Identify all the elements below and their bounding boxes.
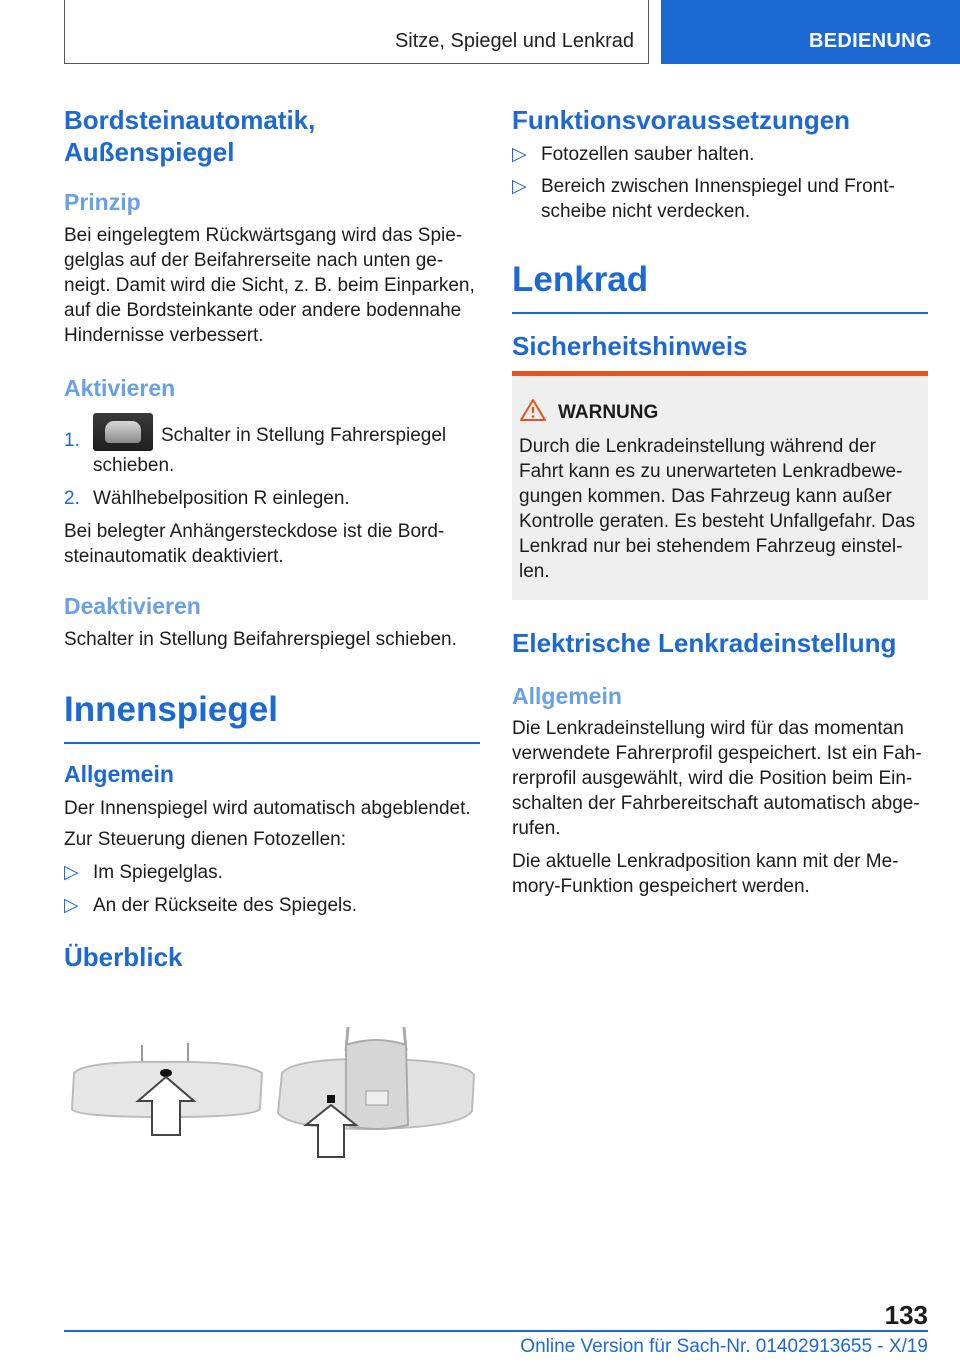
text-line: Bei eingelegtem Rückwärtsgang wird das Spie‐ xyxy=(64,225,463,246)
curb-switch-icon xyxy=(93,413,153,451)
text-line: Durch die Lenkradeinstellung während der xyxy=(519,436,877,457)
bullet-icon: ▷ xyxy=(64,895,79,916)
text-line: mory-Funktion gespeichert werden. xyxy=(512,876,810,897)
bullet-icon: ▷ xyxy=(512,176,527,197)
paragraph-prinzip xyxy=(64,223,480,348)
text-line: Die aktuelle Lenkradposition kann mit der Me‐ xyxy=(512,851,899,872)
text-line: gungen kommen. Das Fahrzeug kann außer xyxy=(519,486,892,507)
paragraph-abgeblendet: Der Innenspiegel wird automatisch abgeblendet. xyxy=(64,798,471,819)
warning-text xyxy=(519,434,919,584)
heading-lenkrad: Lenkrad xyxy=(512,260,928,314)
heading-elektrische-lenkradeinstellung: Elektrische Lenkradeinstellung xyxy=(512,628,897,658)
bullet-text: Im Spiegelglas. xyxy=(93,862,223,883)
heading-ueberblick: Überblick xyxy=(64,942,183,972)
text-line: Kontrolle geraten. Es besteht Unfallgefahr. Das xyxy=(519,511,916,532)
text-line: verwendete Fahrerprofil gespeichert. Ist ein Fah‐ xyxy=(512,743,922,764)
step-text xyxy=(93,413,480,451)
text-line: scheibe nicht verdecken. xyxy=(541,201,751,222)
heading-aktivieren: Aktivieren xyxy=(64,375,176,401)
step-text-b: schieben. xyxy=(93,455,175,476)
heading-allgemein-innenspiegel: Allgemein xyxy=(64,761,174,787)
section-title: Sitze, Spiegel und Lenkrad xyxy=(394,30,634,52)
warning-box xyxy=(512,371,928,600)
footer-online-version: Online Version für Sach-Nr. 01402913655 - X/19 xyxy=(520,1336,928,1357)
heading-line: Bordsteinautomatik, xyxy=(64,105,316,135)
paragraph-fotozellen: Zur Steuerung dienen Fotozellen: xyxy=(64,829,347,850)
text-line: Bei belegter Anhängersteckdose ist die Bord‐ xyxy=(64,521,445,542)
heading-line: Außenspiegel xyxy=(64,137,235,167)
text-line: rerprofil ausgewählt, wird die Position beim Ein‐ xyxy=(512,768,913,789)
heading-prinzip: Prinzip xyxy=(64,189,141,215)
step-number: 1. xyxy=(64,430,80,451)
heading-innenspiegel: Innenspiegel xyxy=(64,690,480,744)
heading-deaktivieren: Deaktivieren xyxy=(64,593,201,619)
paragraph-memory xyxy=(512,849,928,899)
heading-sicherheitshinweis: Sicherheitshinweis xyxy=(512,331,748,361)
text-line: auf die Bordsteinkante oder andere bodennahe xyxy=(64,300,462,321)
text-line: Lenkrad nur bei stehendem Fahrzeug einstel‐ xyxy=(519,536,903,557)
step-text-a: Schalter in Stellung Fahrerspiegel xyxy=(161,425,447,446)
bullet-icon: ▷ xyxy=(64,862,79,883)
footer-divider xyxy=(64,1330,928,1332)
chapter-tab-label: BEDIENUNG xyxy=(809,30,932,52)
bullet-text: An der Rückseite des Spiegels. xyxy=(93,895,358,916)
text-line: Fahrt kann es zu unerwarteten Lenkradbewe‐ xyxy=(519,461,903,482)
text-line: Hindernisse verbessert. xyxy=(64,325,264,346)
bullet-text: Fotozellen sauber halten. xyxy=(541,144,755,165)
text-line: len. xyxy=(519,561,550,582)
text-line: schalten der Fahrbereitschaft automatisch abge‐ xyxy=(512,793,920,814)
mirror-front-illustration xyxy=(72,1043,262,1135)
text-line: gelglas auf der Beifahrerseite nach unten ge‐ xyxy=(64,250,444,271)
text-line: neigt. Damit wird die Sicht, z. B. beim Einparken, xyxy=(64,275,475,296)
bullet-text xyxy=(541,174,928,224)
warning-title: WARNUNG xyxy=(558,402,659,423)
paragraph-anhaenger xyxy=(64,519,480,569)
step-number: 2. xyxy=(64,488,80,509)
heading-funktionsvoraussetzungen: Funktionsvoraussetzungen xyxy=(512,105,851,135)
mirror-overview-figure xyxy=(64,1025,480,1160)
bullet-icon: ▷ xyxy=(512,144,527,165)
text-line: steinautomatik deaktiviert. xyxy=(64,546,284,567)
paragraph-lenkrad-allgemein xyxy=(512,716,928,841)
page-number: 133 xyxy=(884,1300,928,1330)
step-text: Wählhebelposition R einlegen. xyxy=(93,488,350,509)
chapter-tab[interactable] xyxy=(661,0,960,64)
mirror-rear-illustration xyxy=(278,1027,474,1157)
warning-triangle-icon xyxy=(520,398,546,422)
heading-allgemein-lenkrad: Allgemein xyxy=(512,683,622,709)
header-frame xyxy=(64,0,649,64)
text-line: Die Lenkradeinstellung wird für das momentan xyxy=(512,718,904,739)
heading-bordsteinautomatik xyxy=(64,104,315,168)
text-line: Bereich zwischen Innenspiegel und Front‐ xyxy=(541,176,895,197)
text-line: rufen. xyxy=(512,818,561,839)
paragraph-deaktivieren: Schalter in Stellung Beifahrerspiegel schieben. xyxy=(64,629,457,650)
